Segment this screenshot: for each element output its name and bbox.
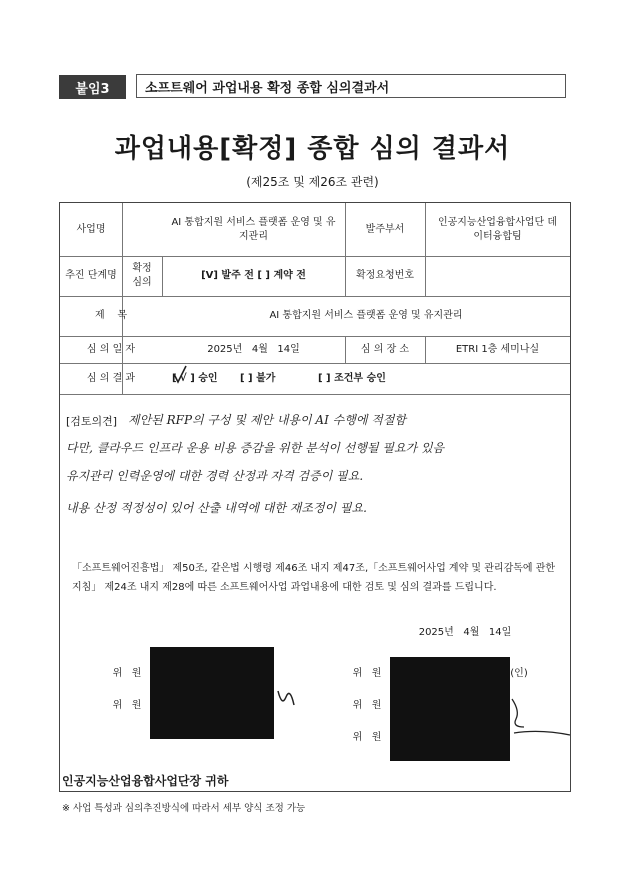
member-label-2: 위 원 [112,700,142,711]
request-no-value [425,256,570,296]
member-label-4: 위 원 [352,700,382,711]
document-type-header: 소프트웨어 과업내용 확정 종합 심의결과서 [136,74,566,98]
confirm-label: 확정 심의 [132,263,152,288]
project-name: AI 통합지원 서비스 플랫폼 운영 및 유지관리 [171,216,336,242]
member-label-5: 위 원 [352,732,382,743]
subject-label: 제 목 [94,310,128,321]
result-label: 심 의 결 과 [86,372,136,384]
review-label: [검토의견] [66,415,118,428]
footnote: ※ 사업 특성과 심의추진방식에 따라서 세부 양식 조정 가능 [62,803,306,814]
date-value: 2025년 4월 14일 [207,343,300,355]
project-label: 사업명 [76,223,106,235]
dept-label: 발주부서 [365,223,405,235]
request-no-label: 확정요청번호 [356,270,414,281]
place-label: 심 의 장 소 [360,343,410,355]
review-line-3: 유지관리 인력운영에 대한 경력 산정과 자격 검증이 필요. [66,469,364,483]
recipient: 인공지능산업융합사업단장 귀하 [62,774,229,788]
date-label: 심 의 일 자 [86,343,136,355]
page-title: 과업내용[확정] 종합 심의 결과서 [114,134,511,164]
place-value: ETRI 1층 세미나실 [455,343,540,355]
stage-label: 추진 단계명 [65,270,117,281]
signature-scribble-1 [274,687,298,711]
review-line-4: 내용 산정 적정성이 있어 산출 내역에 대한 재조정이 필요. [66,501,367,515]
redacted-signatures-right [390,657,510,761]
legal-statement: 「소프트웨어진흥법」 제50조, 같은법 시행령 제46조 내지 제47조,「소프트웨어사업 계약 및 관리감독에 관한 지침」 제24조 내지 제28에 따른 소프트웨어사업 과업내용에 대한 검토 및 심의 결과를 드립니다. [72,563,556,593]
stage-options: [V] 발주 전 [ ] 계약 전 [201,270,306,281]
checkmark-icon [172,364,188,386]
sign-date: 2025년 4월 14일 [418,627,512,638]
result-conditional: [ ] 조건부 승인 [318,372,386,384]
dept-name: 인공지능산업융합사업단 데이터융합팀 [437,216,558,242]
page-subtitle: (제25조 및 제26조 관련) [246,175,379,189]
result-reject: [ ] 불가 [240,372,276,384]
subject-value: AI 통합지원 서비스 플랫폼 운영 및 유지관리 [269,310,463,321]
review-line-2: 다만, 클라우드 인프라 운용 비용 증감을 위한 분석이 선행될 필요가 있음 [66,441,445,455]
redacted-signatures-left [150,647,274,739]
member-label-1: 위 원 [112,668,142,679]
review-form [59,202,571,792]
result-approve: [ √ ] 승인 [172,372,218,384]
seal-mark: (인) [510,668,528,679]
review-line-1: 제안된 RFP의 구성 및 제안 내용이 AI 수행에 적절함 [128,413,407,427]
member-label-3: 위 원 [352,668,382,679]
attachment-badge: 붙임3 [59,75,126,99]
signature-scribble-2 [510,693,580,743]
